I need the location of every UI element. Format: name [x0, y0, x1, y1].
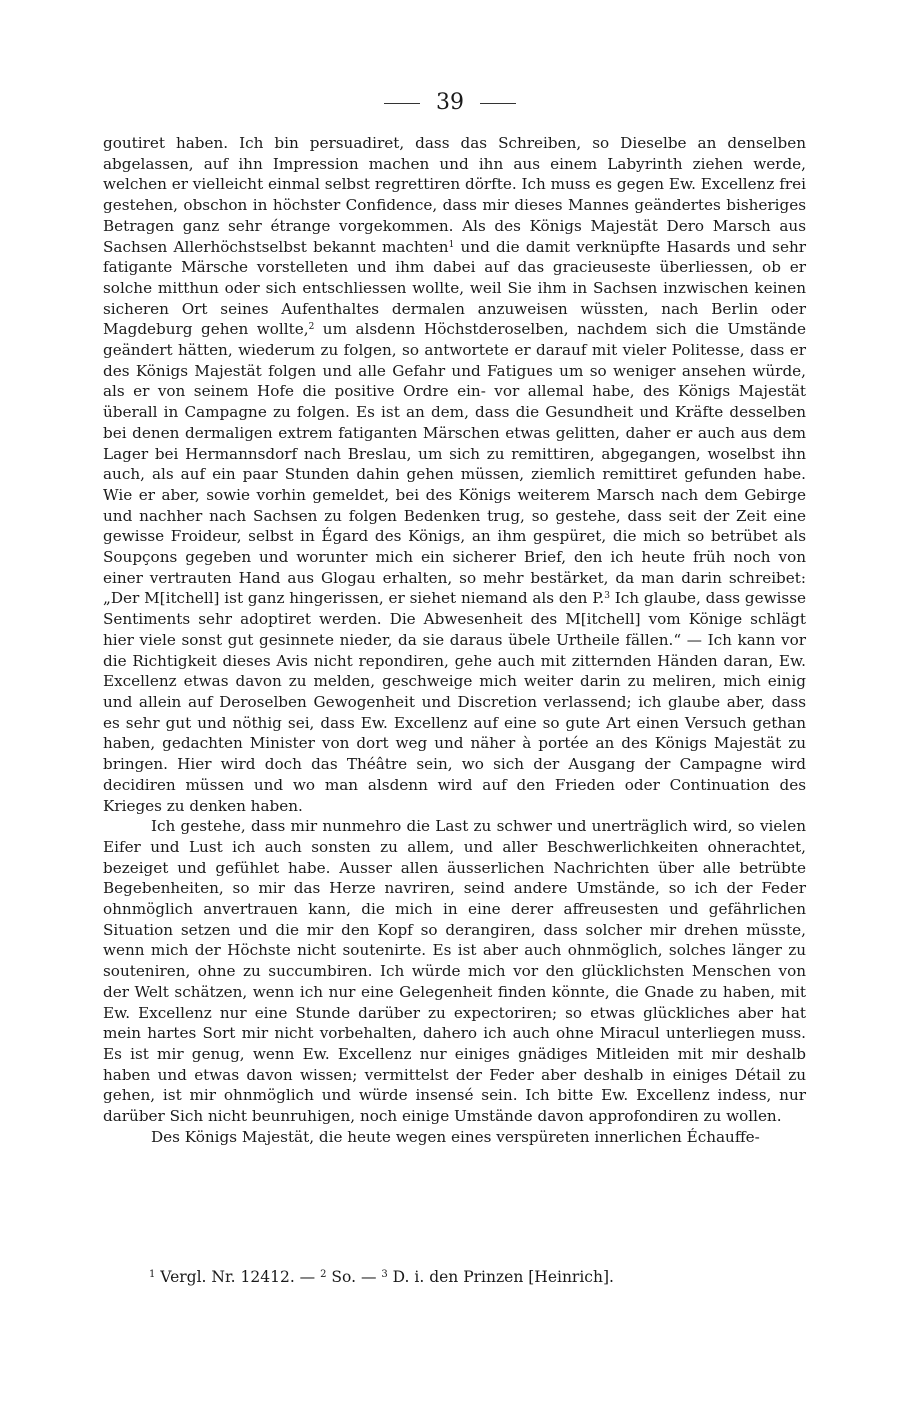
- paragraph-1-part-2: und die damit verknüpfte Hasards und sehr fatigante Märsche vorstelleten und ihm dabei auf das gracieuseste überliessen, ob er solche mitthun oder sich entschliessen wollte, weil Sie ihm in Sachsen inzwischen keinen sicheren Ort seines Aufenthaltes dermalen anzuweisen wüssten, nach Berlin oder Magdeburg gehen wollte,: [103, 237, 806, 339]
- footnote-ref-2: 2: [308, 322, 315, 333]
- footnote-2-text: So. —: [326, 1268, 382, 1286]
- paragraph-1-part-4: Ich glaube, dass gewisse Sentiments sehr adoptiret werden. Die Abwesenheit des M[itchell] vom Könige schlägt hier viele sonst gut gesinnete nieder, da sie daraus übele Urtheile fällen.“ — Ich kann vor die Richtigkeit dieses Avis nicht repondiren, gehe auch mit zitternden Händen daran, Ew. Excellenz etwas davon zu melden, geschweige mich weiter darin zu meliren, mich einig und allein auf Deroselben Gewogenheit und Discretion verlassend; ich glaube aber, dass es sehr gut und nöthig sei, dass Ew. Excellenz auf eine so gute Art einen Versuch gethan haben, gedachten Minister von dort weg und näher à portée an des Königs Majestät zu bringen. Hier wird doch das Théâtre sein, wo sich der Ausgang der Campagne wird decidiren müssen und wo man alsdenn wird auf den Frieden oder Continuation des Krieges zu denken haben.: [103, 589, 807, 815]
- paragraph-3: Des Königs Majestät, die heute wegen eines verspüreten innerlichen Échauffe-: [151, 1127, 760, 1146]
- body-text: [103, 133, 806, 1147]
- paragraph-1-part-3: um alsdenn Höchstderoselben, nachdem sich die Umstände geändert hätten, wiederum zu folgen, so antwortete er darauf mit vieler Politesse, dass er des Königs Majestät folgen und alle Gefahr und Fatigues um so weniger ansehen würde, als er von seinem Hofe die positive Ordre ein- vor allemal habe, des Königs Majestät überall in Campagne zu folgen. Es ist an dem, dass die Gesundheit und Kräfte desselben bei denen dermaligen extrem fatiganten Märschen etwas gelitten, daher er auch aus dem Lager bei Hermannsdorf nach Breslau, um sich zu remittiren, abgegangen, woselbst ihn auch, als auf ein paar Stunden dahin gehen müssen, ziemlich remittiret gefunden habe. Wie er aber, sowie vorhin gemeldet, bei des Königs weiterem Marsch nach dem Gebirge und nachher nach Sachsen zu folgen Bedenken trug, so gestehe, dass seit der Zeit eine gewisse Froideur, selbst in Égard des Königs, an ihm gespüret, die mich so betrübet als Soupçons gegeben und worunter mich ein sicherer Brief, den ich heute früh noch von einer vertrauten Hand aus Glogau erhalten, so mehr bestärket, da man darin schreibet: „Der M[itchell] ist ganz hingerissen, er siehet niemand als den P.: [103, 320, 806, 608]
- footnotes: [149, 1266, 614, 1288]
- footnote-1-number: 1: [149, 1269, 156, 1280]
- header-rule-right: [480, 103, 516, 104]
- footnote-3-number: 3: [381, 1269, 388, 1280]
- footnote-ref-1: 1: [448, 239, 455, 250]
- page-header: [0, 88, 900, 118]
- footnote-1-text: Vergl. Nr. 12412. —: [155, 1268, 321, 1286]
- footnote-2-number: 2: [320, 1269, 327, 1280]
- page-number: 39: [436, 90, 464, 115]
- footnote-3-text: D. i. den Prinzen [Heinrich].: [387, 1268, 614, 1286]
- paragraph-2: Ich gestehe, dass mir nunmehro die Last zu schwer und unerträglich wird, so vielen Eifer und Lust ich auch sonsten zu allem, und aller Beschwerlichkeiten ohnerachtet, bezeiget und gefühlet habe. Ausser allen äusserlichen Nachrichten über alle betrübte Begebenheiten, so mir das Herze navriren, seind andere Umstände, so ich der Feder ohnmöglich anvertrauen kann, die mich in eine derer affreusesten und gefährlichen Situation setzen und die mir den Kopf so derangiren, dass solcher mir drehen müsste, wenn mich der Höchste nicht soutenirte. Es ist aber auch ohnmöglich, solches länger zu souteniren, ohne zu succumbiren. Ich würde mich vor den glücklichsten Menschen von der Welt schätzen, wenn ich nur eine Gelegenheit finden könnte, die Gnade zu haben, mit Ew. Excellenz nur eine Stunde darüber zu expectoriren; so etwas glückliches aber hat mein hartes Sort mir nicht vorbehalten, dahero ich auch ohne Miracul unterliegen muss. Es ist mir genug, wenn Ew. Excellenz nur einiges gnädiges Mitleiden mit mir deshalb haben und etwas davon wissen; vermittelst der Feder aber deshalb in einiges Détail zu gehen, ist mir ohnmöglich und würde insensé sein. Ich bitte Ew. Excellenz indess, nur darüber Sich nicht beunruhigen, noch einige Umstände davon approfondiren zu wollen.: [103, 817, 806, 1126]
- paragraph-1-part-1: goutiret haben. Ich bin persuadiret, dass das Schreiben, so Dieselbe an denselben abgelassen, auf ihn Impression machen und ihn aus einem Labyrinth ziehen werde, welchen er vielleicht einmal selbst regrettiren dörfte. Ich muss es gegen Ew. Excellenz frei gestehen, obschon in höchster Confidence, dass mir dieses Mannes geändertes bisheriges Betragen ganz sehr étrange vorgekommen. Als des Königs Majestät Dero Marsch aus Sachsen Allerhöchstselbst bekannt machten: [103, 134, 806, 256]
- footnote-ref-3: 3: [604, 591, 610, 602]
- header-rule-left: [384, 103, 420, 104]
- paragraph-1: [103, 133, 806, 816]
